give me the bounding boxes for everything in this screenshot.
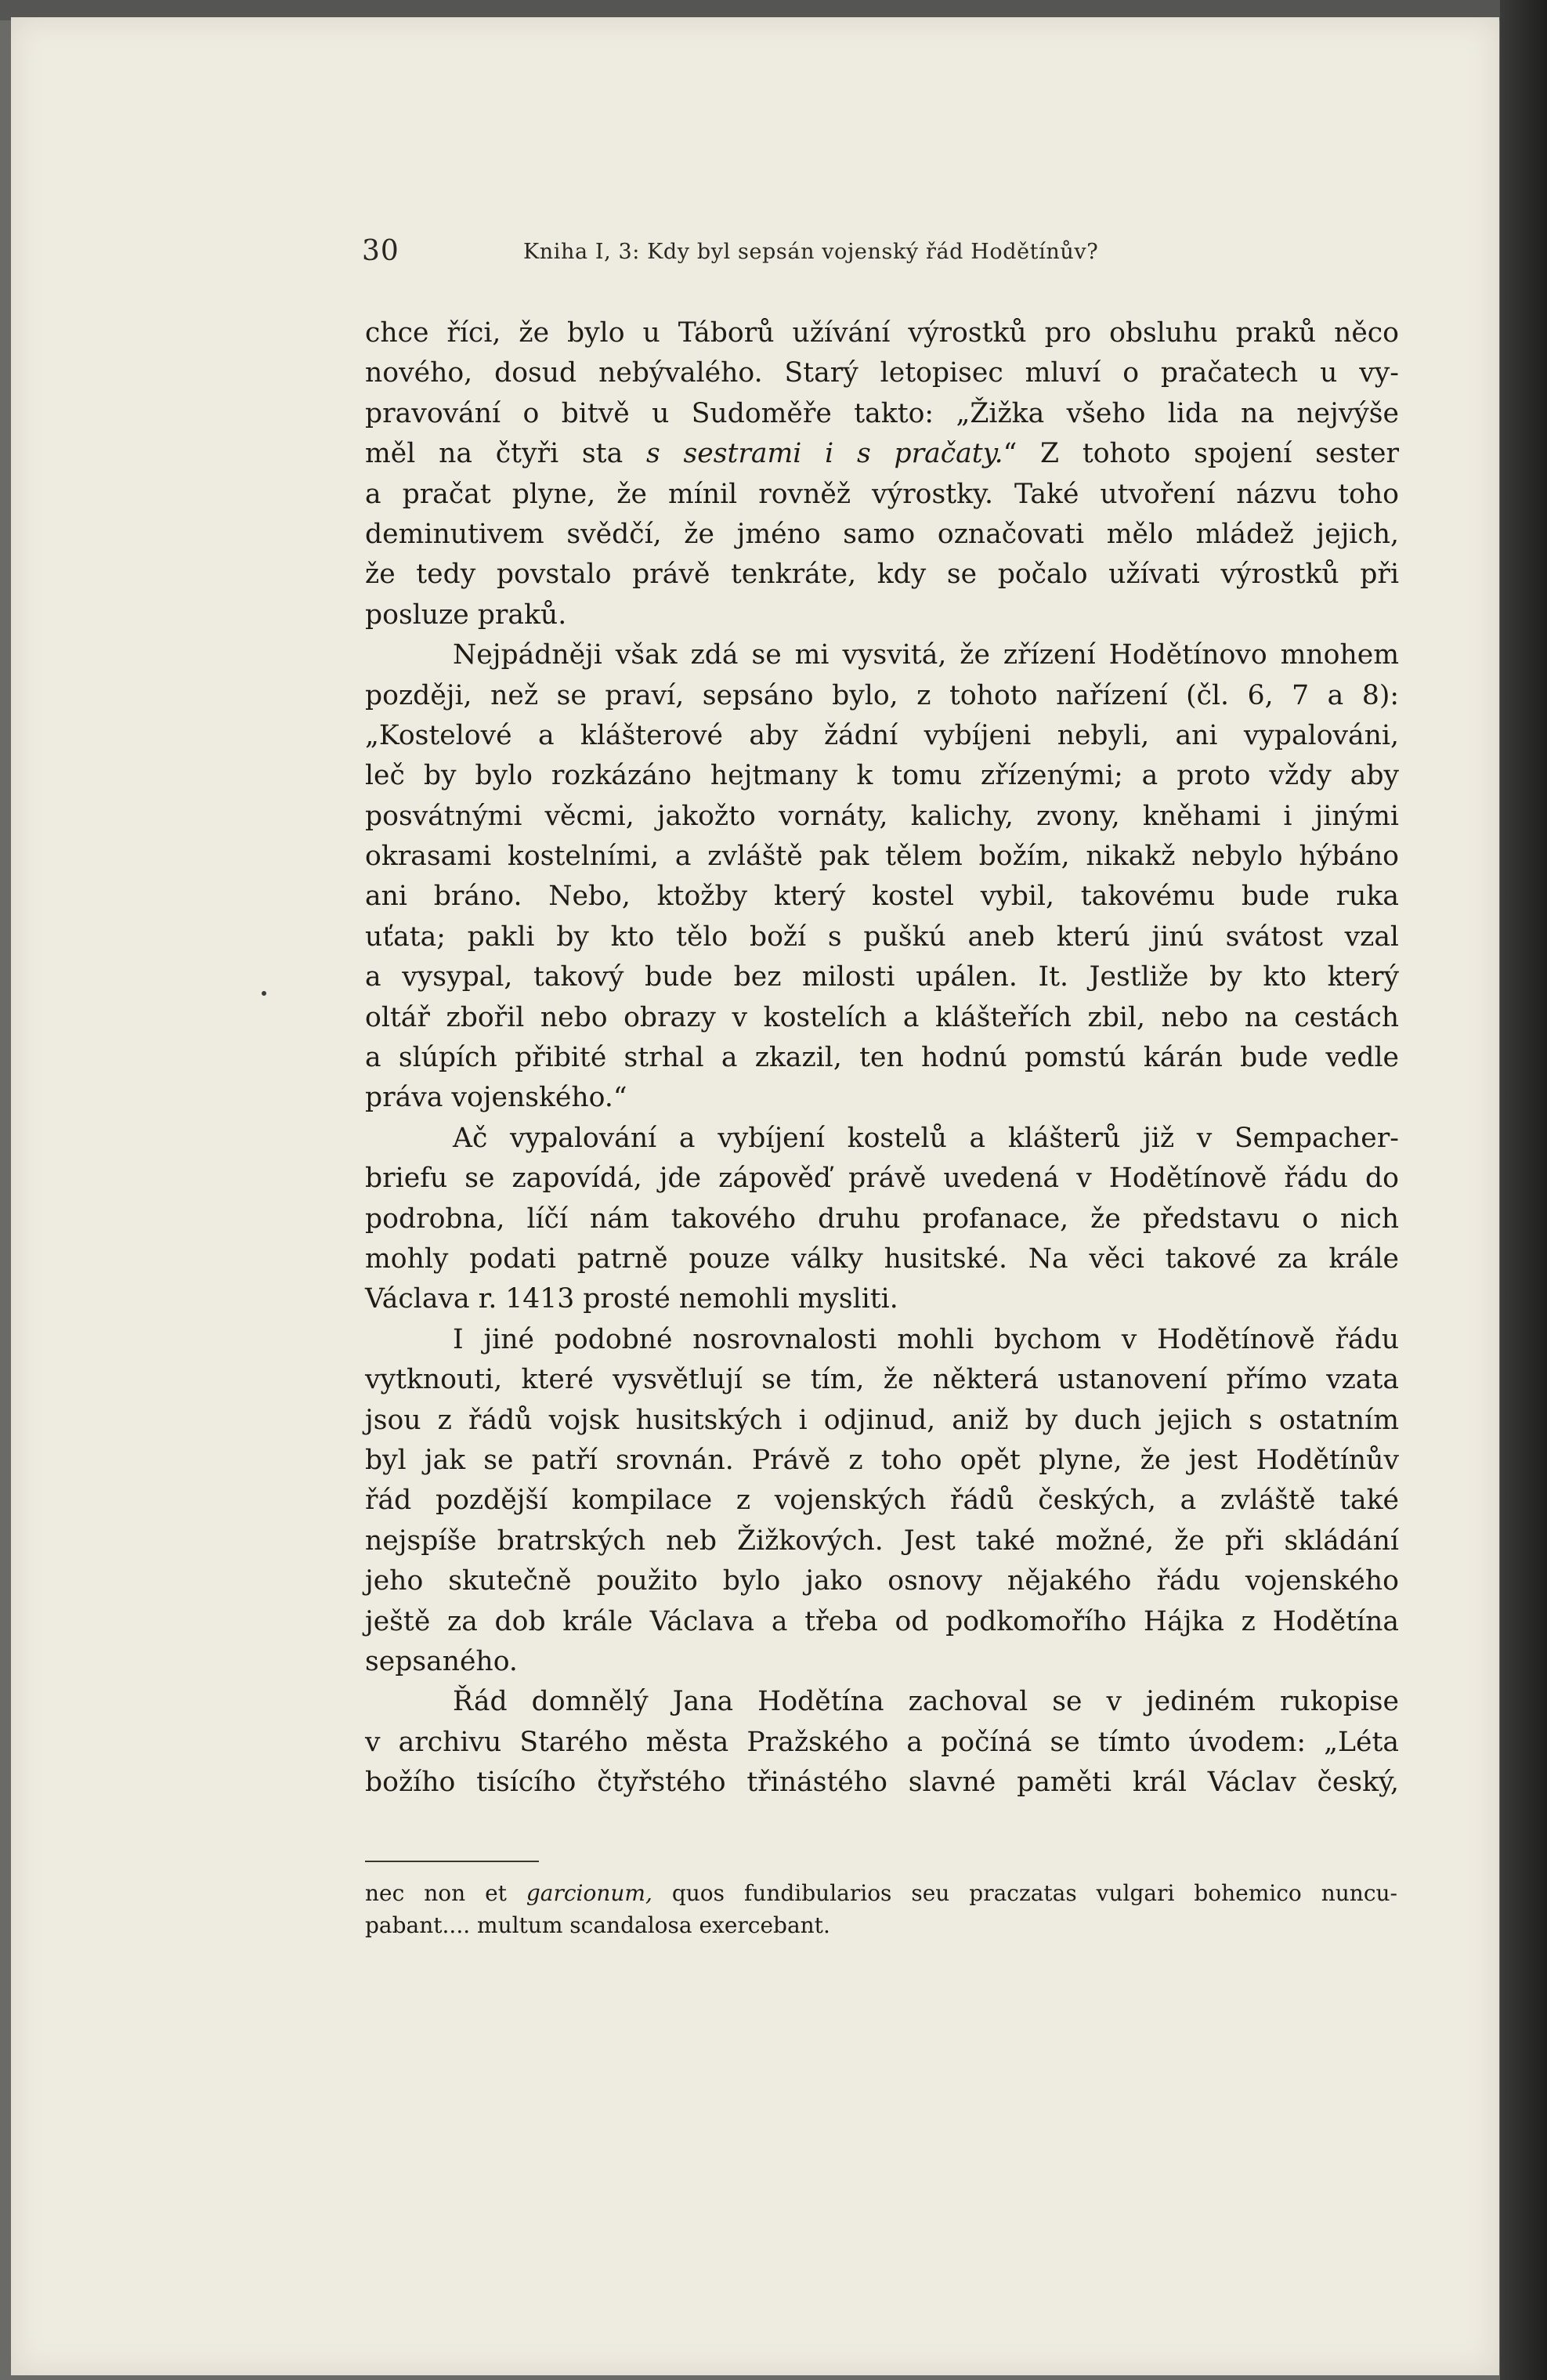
body-line: posvátnými věcmi, jakožto vornáty, kalichy, zvony, kněhami i jinými <box>365 800 1399 832</box>
body-line: „Kostelové a klášterové aby žádní vybíjeni nebyli, ani vypalováni, <box>365 719 1399 751</box>
body-line: mohly podati patrně pouze války husitské. Na věci takové za krále <box>365 1242 1399 1275</box>
body-line: oltář zbořil nebo obrazy v kostelích a klášteřích zbil, nebo na cestách <box>365 1001 1399 1033</box>
body-line: nejspíše bratrských neb Žižkových. Jest také možné, že při skládání <box>365 1525 1399 1557</box>
paragraph-start: Ač vypalování a vybíjení kostelů a klášterů již v Sempacher- <box>453 1122 1399 1154</box>
line-start: měl na čtyři sta <box>365 438 646 470</box>
body-line: že tedy povstalo právě tenkráte, kdy se počalo užívati výrostků při <box>365 559 1399 591</box>
body-line: briefu se zapovídá, jde zápověď právě uvedená v Hodětínově řádu do <box>365 1163 1399 1195</box>
running-head: Kniha I, 3: Kdy byl sepsán vojenský řád Hodětínův? <box>523 240 1099 264</box>
body-line-with-italic <box>365 434 1399 474</box>
body-line: a vysypal, takový bude bez milosti upálen. It. Jestliže by kto který <box>365 961 1399 993</box>
body-line: Václava r. 1413 prosté nemohli mysliti. <box>365 1283 898 1315</box>
body-line: jsou z řádů vojsk husitských i odjinud, aniž by duch jejich s ostatním <box>365 1404 1399 1436</box>
footnote <box>365 1877 1397 1941</box>
margin-mark <box>262 991 266 996</box>
body-line: božího tisícího čtyřstého třinástého slavné paměti král Václav český, <box>365 1767 1399 1799</box>
body-line: posluze praků. <box>365 599 567 631</box>
footnote-start: nec non et <box>365 1880 526 1906</box>
footnote-line: pabant.... multum scandalosa exercebant. <box>365 1912 830 1938</box>
body-line: okrasami kostelními, a zvláště pak tělem božím, nikakž nebylo hýbáno <box>365 841 1399 873</box>
body-line: sepsaného. <box>365 1645 518 1677</box>
body-line: ani bráno. Nebo, ktožby který kostel vybil, takovému bude ruka <box>365 881 1399 913</box>
paragraph-start: I jiné podobné nosrovnalosti mohli bychom v Hodětínově řádu <box>453 1323 1399 1355</box>
footnote-end: quos fundibularios seu praczatas vulgari bohemico nuncu- <box>652 1880 1397 1906</box>
paragraph-start: Řád domnělý Jana Hodětína zachoval se v jediném rukopise <box>453 1686 1399 1718</box>
body-line: a pračat plyne, že mínil rovněž výrostky. Také utvoření názvu toho <box>365 478 1399 510</box>
body-line: pravování o bitvě u Sudoměře takto: „Žižka všeho lida na nejvýše <box>365 397 1399 429</box>
body-line: nového, dosud nebývalého. Starý letopisec mluví o pračatech u vy- <box>365 357 1399 389</box>
body-line: ještě za dob krále Václava a třeba od podkomořího Hájka z Hodětína <box>365 1605 1399 1637</box>
line-tail: “ Z tohoto spojení sester <box>1003 438 1399 470</box>
body-line: a slúpích přibité strhal a zkazil, ten hodnú pomstú kárán bude vedle <box>365 1042 1399 1074</box>
body-line: jeho skutečně použito bylo jako osnovy nějakého řádu vojenského <box>365 1565 1399 1597</box>
footnote-rule <box>365 1861 539 1862</box>
footnote-italic: garcionum, <box>526 1880 652 1906</box>
scan-edge-right <box>1500 0 1547 2380</box>
body-line: uťata; pakli by kto tělo boží s puškú aneb kterú jinú svátost vzal <box>365 921 1399 953</box>
paragraph-start: Nejpádněji však zdá se mi vysvitá, že zřízení Hodětínovo mnohem <box>453 639 1399 671</box>
italic-quote: s sestrami i s pračaty. <box>645 438 1003 470</box>
body-line: podrobna, líčí nám takového druhu profanace, že představu o nich <box>365 1203 1399 1235</box>
page-number: 30 <box>362 235 399 267</box>
body-line: leč by bylo rozkázáno hejtmany k tomu zřízenými; a proto vždy aby <box>365 760 1399 792</box>
body-text <box>365 313 1399 1803</box>
body-line: chce říci, že bylo u Táborů užívání výrostků pro obsluhu praků něco <box>365 317 1399 349</box>
body-line: vytknouti, které vysvětlují se tím, že některá ustanovení přímo vzata <box>365 1364 1399 1396</box>
footnote-line <box>365 1877 1397 1909</box>
body-line: později, než se praví, sepsáno bylo, z tohoto nařízení (čl. 6, 7 a 8): <box>365 679 1399 711</box>
body-line: deminutivem svědčí, že jméno samo označovati mělo mládež jejich, <box>365 518 1399 550</box>
body-line: byl jak se patří srovnán. Právě z toho opět plyne, že jest Hodětínův <box>365 1444 1399 1476</box>
body-line: práva vojenského.“ <box>365 1082 627 1114</box>
page-header <box>362 235 1224 271</box>
body-line: v archivu Starého města Pražského a počíná se tímto úvodem: „Léta <box>365 1726 1399 1758</box>
body-line: řád pozdější kompilace z vojenských řádů českých, a zvláště také <box>365 1485 1399 1517</box>
